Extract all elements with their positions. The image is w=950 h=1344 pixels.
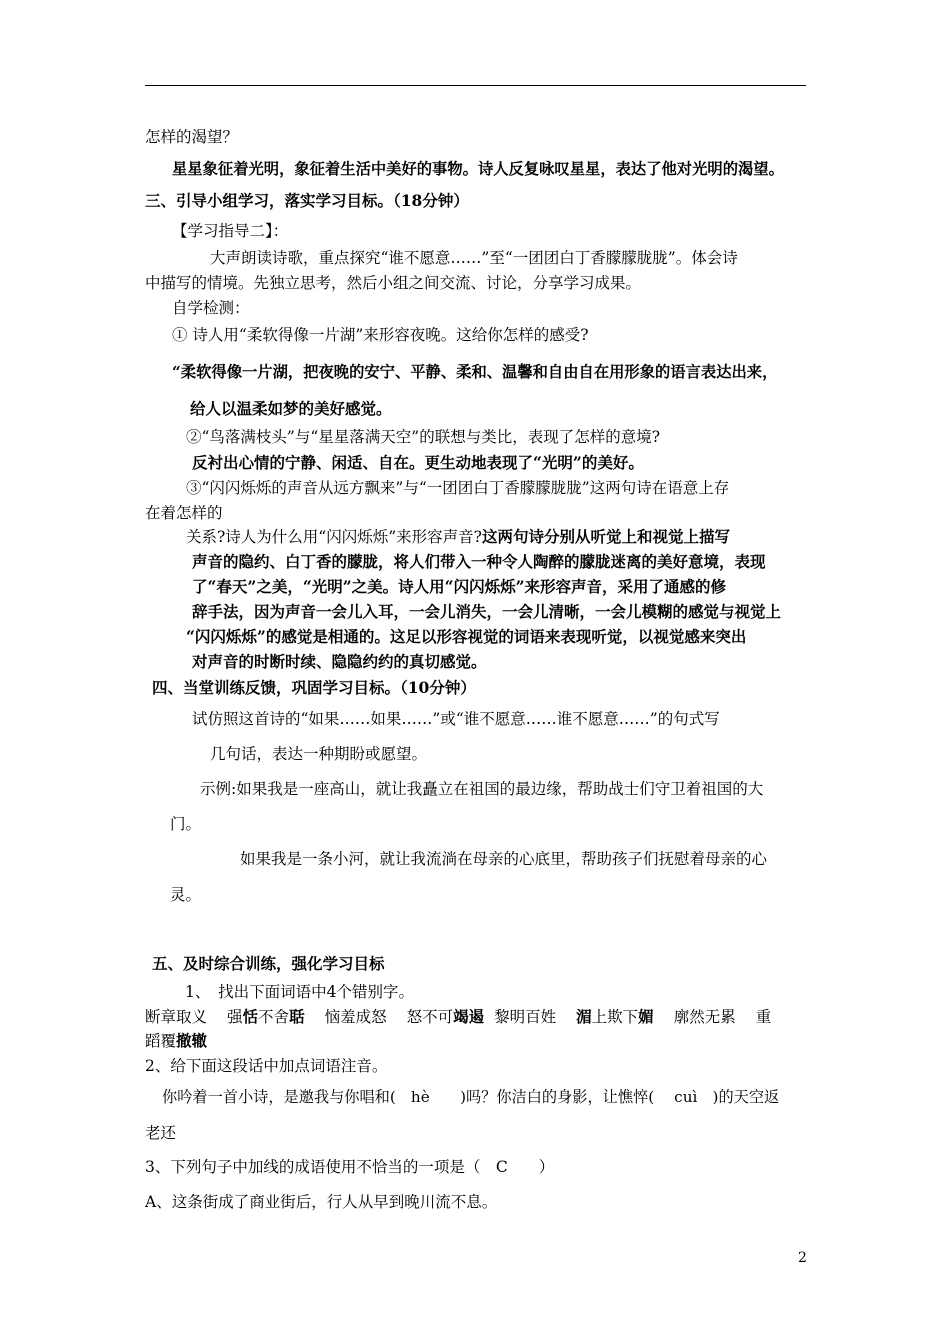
text-line: 中描写的情境。先独立思考，然后小组之间交流、讨论，分享学习成果。 [145, 274, 642, 292]
example-line: 灵。 [170, 886, 202, 904]
word: 廓然无累 [673, 1008, 736, 1026]
answer-text: 这两句诗分别从听觉上和视觉上描写 [481, 527, 730, 546]
text-line [186, 526, 730, 548]
answer-line: 给人以温柔如梦的美好感觉。 [190, 399, 392, 418]
text-line: 在着怎样的 [145, 504, 223, 522]
subheading-self-check: 自学检测： [172, 299, 250, 317]
text-line: 大声朗读诗歌，重点探究“谁不愿意……”至“一团团白丁香朦朦胧胧”。体会诗 [210, 249, 738, 267]
word: 重 [755, 1008, 772, 1026]
word: 湄上欺下媚 [576, 1007, 654, 1026]
section-heading-5: 五、及时综合训练，强化学习目标 [152, 954, 385, 973]
text-line: 怎样的渴望？ [145, 128, 239, 146]
question-1: ① 诗人用“柔软得像一片湖”来形容夜晚。这给你怎样的感受? [172, 326, 589, 344]
word: 强恬不舍聒 [227, 1007, 305, 1026]
exercise-text: 你吟着一首小诗，是邀我与你唱和( hè )吗？你洁白的身影，让憔悴( cuì )的天空返 [162, 1088, 780, 1106]
question-text: 关系?诗人为什么用“闪闪烁烁”来形容声音? [186, 528, 482, 546]
word: 黎明百姓 [494, 1008, 557, 1026]
word-list [145, 1006, 771, 1028]
option-a: A、这条街成了商业街后，行人从早到晚川流不息。 [145, 1193, 498, 1211]
answer-line: 辞手法，因为声音一会儿入耳，一会儿消失，一会儿清晰，一会儿模糊的感觉与视觉上 [192, 602, 782, 621]
answer-line: “柔软得像一片湖，把夜晚的安宁、平静、柔和、温馨和自由自在用形象的语言表达出来， [172, 363, 778, 381]
word: 断章取义 [145, 1008, 208, 1026]
question-2: ②“鸟落满枝头”与“星星落满天空”的联想与类比，表现了怎样的意境? [186, 428, 661, 446]
example-line: 门。 [170, 815, 202, 833]
answer-line: 对声音的时断时续、隐隐约约的真切感觉。 [192, 652, 487, 671]
section-heading-3: 三、引导小组学习，落实学习目标。（18分钟） [145, 191, 469, 210]
text-line: 试仿照这首诗的“如果……如果……”或“谁不愿意……谁不愿意……”的句式写 [192, 710, 720, 728]
exercise-text: 老还 [145, 1124, 177, 1142]
page-number: 2 [798, 1250, 807, 1266]
answer-line: “闪闪烁烁”的感觉是相通的。这足以形容视觉的词语来表现听觉，以视觉感来突出 [186, 627, 747, 646]
word: 怒不可竭遏 [406, 1007, 485, 1026]
word: 恼羞成怒 [324, 1008, 387, 1026]
text-line: 几句话，表达一种期盼或愿望。 [210, 745, 428, 763]
exercise-1: 1、 找出下面词语中4个错别字。 [185, 983, 414, 1001]
answer-line: 星星象征着光明，象征着生活中美好的事物。诗人反复咏叹星星，表达了他对光明的渴望。 [172, 160, 784, 178]
answer-line: 声音的隐约、白丁香的朦胧，将人们带入一种令人陶醉的朦胧迷离的美好意境，表现 [192, 552, 766, 571]
exercise-3: 3、下列句子中加线的成语使用不恰当的一项是（ C ） [145, 1158, 555, 1176]
question-3: ③“闪闪烁烁的声音从远方飘来”与“一团团白丁香朦朦胧胧”这两句诗在语意上存 [186, 479, 730, 497]
section-heading-4: 四、当堂训练反馈，巩固学习目标。（10分钟） [152, 678, 476, 697]
exercise-2: 2、给下面这段话中加点词语注音。 [145, 1057, 388, 1075]
header-rule [145, 85, 806, 86]
answer-line: 反衬出心情的宁静、闲适、自在。更生动地表现了“光明”的美好。 [192, 453, 644, 472]
answer-line: 了“春天”之美，“光明”之美。诗人用“闪闪烁烁”来形容声音，采用了通感的修 [192, 577, 726, 596]
subheading-guide-2: 【学习指导二】： [172, 222, 289, 240]
word-list-continued: 蹈覆撤辙 [145, 1031, 208, 1050]
example-line: 示例:如果我是一座高山，就让我矗立在祖国的最边缘，帮助战士们守卫着祖国的大 [200, 780, 764, 798]
example-line: 如果我是一条小河，就让我流淌在母亲的心底里，帮助孩子们抚慰着母亲的心 [240, 850, 768, 868]
